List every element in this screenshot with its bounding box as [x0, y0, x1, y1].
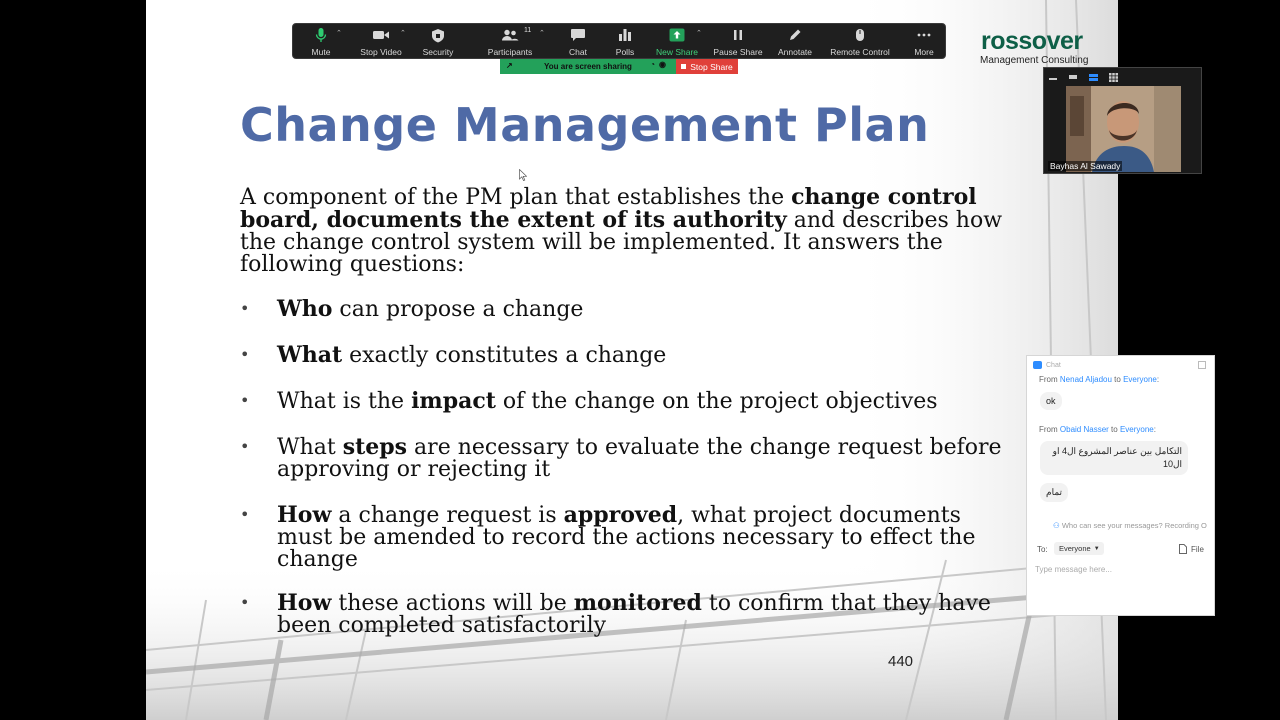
stop-share-button[interactable]	[676, 59, 738, 74]
security-label: Security	[422, 47, 454, 57]
bullet-text	[277, 504, 1007, 571]
recipient-name: Everyone	[1123, 375, 1157, 384]
logo-wordmark: rossover	[981, 27, 1083, 55]
microphone-icon	[315, 27, 327, 43]
recipient-selected-value: Everyone	[1059, 544, 1091, 553]
bold-text-run: How	[277, 590, 332, 616]
text-run: exactly constitutes a change	[342, 343, 667, 368]
chat-header	[1033, 361, 1061, 369]
logo-subtitle: Management Consulting	[980, 55, 1089, 66]
remote-control-label: Remote Control	[830, 47, 890, 57]
bullet-text	[277, 390, 1007, 413]
text-run: , what project documents must be amended to record the actions necessary to effect the change	[277, 503, 976, 572]
remote-control-button[interactable]	[825, 24, 895, 60]
chat-message-input[interactable]	[1035, 562, 1207, 576]
to-suffix: :	[1153, 425, 1156, 434]
polls-label: Polls	[615, 47, 635, 57]
chevron-down-icon: ▼	[1093, 545, 1100, 552]
bullet-text	[277, 592, 1007, 637]
bold-text-run: What	[277, 342, 343, 368]
from-prefix: From	[1039, 425, 1060, 434]
mute-label: Mute	[311, 47, 331, 57]
sender-name[interactable]: Obaid Nasser	[1059, 425, 1109, 434]
pencil-icon	[788, 28, 802, 42]
visibility-text: Who can see your messages? Recording O	[1061, 521, 1207, 530]
bullet-dot: •	[240, 437, 250, 456]
participants-icon	[501, 29, 519, 41]
chat-message-bubble: ok	[1040, 392, 1062, 410]
bold-text-run: steps	[342, 434, 408, 460]
bold-text-run: Who	[277, 296, 333, 322]
participants-count: 11	[524, 27, 532, 34]
bold-text-run: monitored	[573, 590, 702, 616]
people-icon: ⚇	[1053, 521, 1062, 530]
sharing-arrow-icon: ↗	[506, 61, 513, 70]
text-run: a change request is	[331, 503, 564, 528]
security-button[interactable]	[403, 24, 473, 60]
file-label: File	[1191, 544, 1204, 554]
chat-title: Chat	[1046, 361, 1061, 369]
text-run: to confirm that they have been completed satisfactorily	[277, 591, 991, 638]
share-screen-icon	[669, 28, 685, 42]
text-run: are necessary to evaluate the change request before approving or rejecting it	[277, 435, 1002, 482]
screen-sharing-status-text: You are screen sharing	[544, 62, 632, 71]
annotate-label: Annotate	[777, 47, 813, 57]
recipient-name: Everyone	[1119, 425, 1154, 434]
pause-share-label: Pause Share	[713, 47, 763, 57]
chat-message-bubble: التكامل بين عناصر المشروع ال4 او ال10	[1040, 441, 1188, 475]
hide-video-icon[interactable]	[1068, 72, 1078, 82]
shared-slide	[146, 0, 1118, 720]
stop-square-icon	[681, 64, 686, 69]
more-dots-icon	[917, 33, 931, 37]
participants-button[interactable]	[475, 24, 545, 60]
participant-name-label: Bayhas Al Sawady	[1050, 161, 1121, 171]
from-prefix: From	[1039, 375, 1060, 384]
bold-text-run: impact	[411, 388, 496, 414]
new-share-label: New Share	[655, 47, 699, 57]
to-suffix: :	[1156, 375, 1160, 384]
more-button[interactable]	[889, 24, 959, 60]
participants-label: Participants	[487, 47, 533, 57]
chevron-up-icon[interactable]: ⌃	[336, 30, 342, 37]
to-connector: to	[1111, 375, 1124, 384]
recipient-dropdown[interactable]	[1054, 542, 1104, 555]
text-run: A component of the PM plan that establishes the	[240, 185, 792, 210]
chevron-up-icon[interactable]: ⌃	[400, 30, 406, 37]
gallery-view-icon[interactable]	[1108, 72, 1118, 82]
chat-label: Chat	[569, 47, 587, 57]
chevron-up-icon[interactable]: ⌃	[696, 30, 702, 37]
to-label: To:	[1037, 545, 1048, 554]
message-visibility-notice[interactable]	[1053, 521, 1207, 530]
bullet-dot: •	[240, 391, 250, 410]
chat-popout-icon[interactable]	[1198, 361, 1206, 369]
participant-person-image	[1066, 86, 1181, 172]
to-connector: to	[1108, 425, 1120, 434]
file-button[interactable]	[1179, 544, 1204, 554]
participant-video-feed	[1066, 86, 1181, 172]
chevron-up-icon[interactable]: ⌃	[539, 30, 545, 37]
minimize-icon[interactable]	[1048, 72, 1058, 82]
chat-panel	[1026, 355, 1215, 616]
stop-share-label: Stop Share	[690, 61, 733, 72]
active-speaker-icon[interactable]	[1088, 72, 1098, 82]
sharing-status-icons: ◔◉	[650, 60, 670, 69]
pause-icon	[732, 29, 744, 41]
screen-sharing-status-bar	[500, 59, 676, 74]
chat-message-bubble: تمام	[1040, 483, 1068, 502]
chat-app-icon	[1033, 361, 1042, 369]
text-run: these actions will be	[331, 591, 574, 616]
annotate-button[interactable]	[760, 24, 830, 60]
video-view-controls	[1048, 70, 1118, 84]
more-label: More	[914, 47, 934, 57]
bar-chart-icon	[618, 28, 632, 42]
slide-page-number: 440	[888, 653, 914, 670]
bold-text-run: change control board, documents the extent of its authority	[240, 184, 977, 233]
text-run: can propose a change	[332, 297, 584, 322]
bullet-dot: •	[240, 299, 250, 318]
sender-name[interactable]: Nenad Aljadou	[1059, 375, 1112, 384]
bullet-dot: •	[240, 593, 250, 612]
bullet-dot: •	[240, 505, 250, 524]
mouse-icon	[855, 28, 865, 42]
text-run: of the change on the project objectives	[495, 389, 938, 414]
zoom-meeting-toolbar	[292, 23, 946, 59]
bullet-text	[277, 298, 1007, 321]
bold-text-run: How	[277, 502, 332, 528]
bullet-text	[277, 344, 1007, 367]
bold-text-run: approved	[563, 502, 678, 528]
mouse-pointer-icon	[519, 169, 527, 181]
chat-bubble-icon	[570, 28, 586, 42]
chat-message-sender-line	[1039, 425, 1156, 434]
video-camera-icon	[372, 29, 390, 41]
slide-title: Change Management Plan	[240, 98, 930, 152]
text-run: and describes how the change control system will be implemented. It answers the following questions:	[240, 208, 1003, 277]
shield-icon	[431, 28, 445, 43]
chat-message-sender-line	[1039, 375, 1159, 384]
text-run: What is the	[277, 389, 412, 414]
slide-intro-paragraph	[240, 186, 1030, 276]
bullet-dot: •	[240, 345, 250, 364]
bullet-text	[277, 436, 1007, 481]
file-icon	[1179, 544, 1187, 554]
new-share-button[interactable]	[642, 24, 712, 60]
participant-video-panel[interactable]	[1043, 67, 1202, 174]
stop-video-label: Stop Video	[360, 47, 402, 57]
text-run: What	[277, 435, 343, 460]
